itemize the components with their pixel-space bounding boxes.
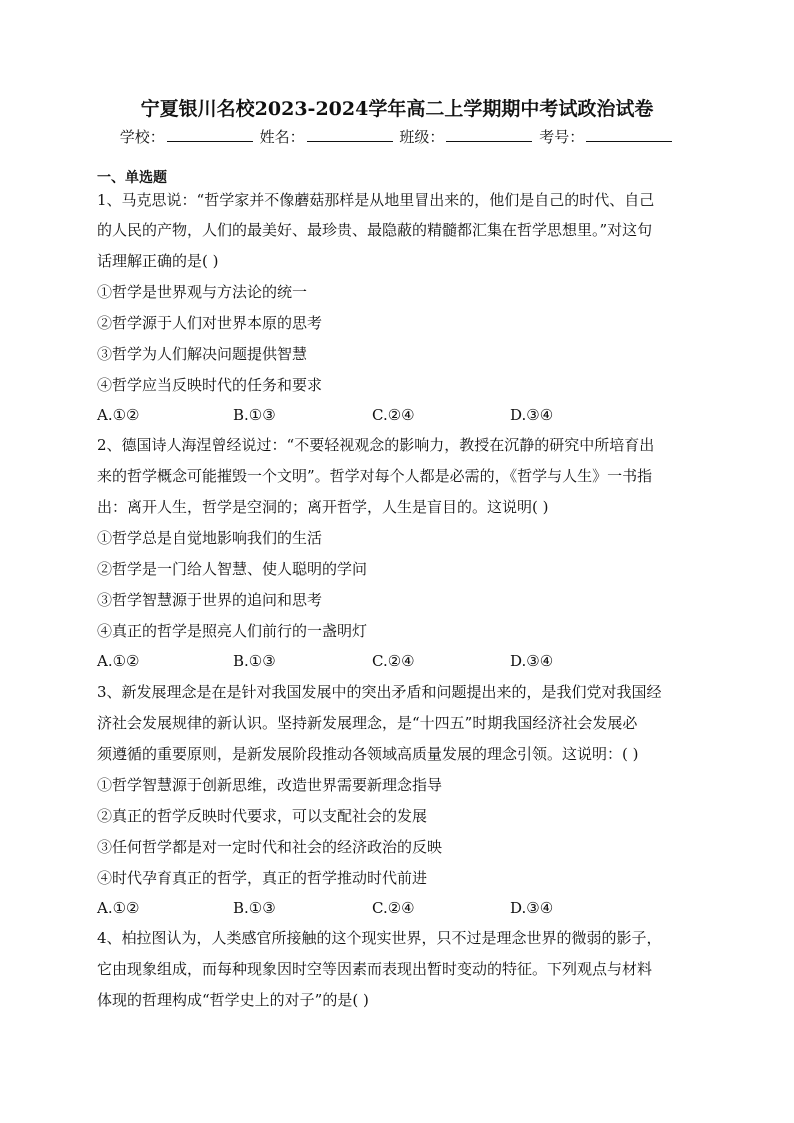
choice-c[interactable]: C.②④ xyxy=(372,899,415,917)
choice-d[interactable]: D.③④ xyxy=(510,899,554,917)
statement-item: ③哲学智慧源于世界的追问和思考 xyxy=(97,591,323,609)
choice-a[interactable]: A.①② xyxy=(97,652,140,670)
question-stem-line: 1、马克思说：“哲学家并不像蘑菇那样是从地里冒出来的，他们是自己的时代、自己 xyxy=(97,191,655,209)
choice-a[interactable]: A.①② xyxy=(97,406,140,424)
question-stem-line: 它由现象组成，而每种现象因时空等因素而表现出暂时变动的特征。下列观点与材料 xyxy=(97,960,653,978)
question-stem-line: 来的哲学概念可能摧毁一个文明”。哲学对每个人都是必需的，《哲学与人生》一书指 xyxy=(97,467,653,485)
question-stem-line: 体现的哲理构成“哲学史上的对子”的是( ) xyxy=(97,991,369,1009)
choice-c[interactable]: C.②④ xyxy=(372,406,415,424)
choice-b[interactable]: B.①③ xyxy=(233,899,276,917)
page-title: 宁夏银川名校2023-2024学年高二上学期期中考试政治试卷 xyxy=(140,98,654,120)
question-stem-line: 出：离开人生，哲学是空洞的；离开哲学，人生是盲目的。这说明( ) xyxy=(97,498,549,516)
choice-b[interactable]: B.①③ xyxy=(233,652,276,670)
statement-item: ④真正的哲学是照亮人们前行的一盏明灯 xyxy=(97,622,368,640)
question-stem-line: 须遵循的重要原则，是新发展阶段推动各领域高质量发展的理念引领。这说明：( ) xyxy=(97,745,639,763)
statement-item: ②哲学源于人们对世界本原的思考 xyxy=(97,314,323,332)
choice-d[interactable]: D.③④ xyxy=(510,652,554,670)
question-stem-line: 话理解正确的是( ) xyxy=(97,252,219,270)
choice-c[interactable]: C.②④ xyxy=(372,652,415,670)
statement-item: ④哲学应当反映时代的任务和要求 xyxy=(97,376,323,394)
name-label: 姓名： xyxy=(259,128,305,146)
question-stem-line: 济社会发展规律的新认识。坚持新发展理念，是“十四五”时期我国经济社会发展必 xyxy=(97,714,638,732)
choice-a[interactable]: A.①② xyxy=(97,899,140,917)
question-stem-line: 4、柏拉图认为，人类感官所接触的这个现实世界，只不过是理念世界的微弱的影子， xyxy=(97,929,662,947)
statement-item: ①哲学是世界观与方法论的统一 xyxy=(97,283,308,301)
statement-item: ③哲学为人们解决问题提供智慧 xyxy=(97,345,308,363)
question-stem-line: 的人民的产物，人们的最美好、最珍贵、最隐蔽的精髓都汇集在哲学思想里。”对这句 xyxy=(97,221,653,239)
statement-item: ①哲学总是自觉地影响我们的生活 xyxy=(97,529,323,547)
statement-item: ③任何哲学都是对一定时代和社会的经济政治的反映 xyxy=(97,838,443,856)
question-stem-line: 3、新发展理念是在是针对我国发展中的突出矛盾和问题提出来的，是我们党对我国经 xyxy=(97,683,662,701)
choice-d[interactable]: D.③④ xyxy=(510,406,554,424)
statement-item: ④时代孕育真正的哲学，真正的哲学推动时代前进 xyxy=(97,869,428,887)
section-heading: 一、单选题 xyxy=(97,170,167,186)
class-blank[interactable] xyxy=(446,127,532,142)
statement-item: ②真正的哲学反映时代要求，可以支配社会的发展 xyxy=(97,807,428,825)
student-info-row xyxy=(0,126,794,147)
name-blank[interactable] xyxy=(307,127,393,142)
number-label: 考号： xyxy=(539,128,585,146)
class-label: 班级： xyxy=(399,128,445,146)
school-blank[interactable] xyxy=(167,127,253,142)
choice-b[interactable]: B.①③ xyxy=(233,406,276,424)
number-blank[interactable] xyxy=(586,127,672,142)
statement-item: ②哲学是一门给人智慧、使人聪明的学问 xyxy=(97,560,368,578)
school-label: 学校： xyxy=(119,128,165,146)
question-stem-line: 2、德国诗人海涅曾经说过：“不要轻视观念的影响力，教授在沉静的研究中所培育出 xyxy=(97,436,655,454)
statement-item: ①哲学智慧源于创新思维，改造世界需要新理念指导 xyxy=(97,776,443,794)
